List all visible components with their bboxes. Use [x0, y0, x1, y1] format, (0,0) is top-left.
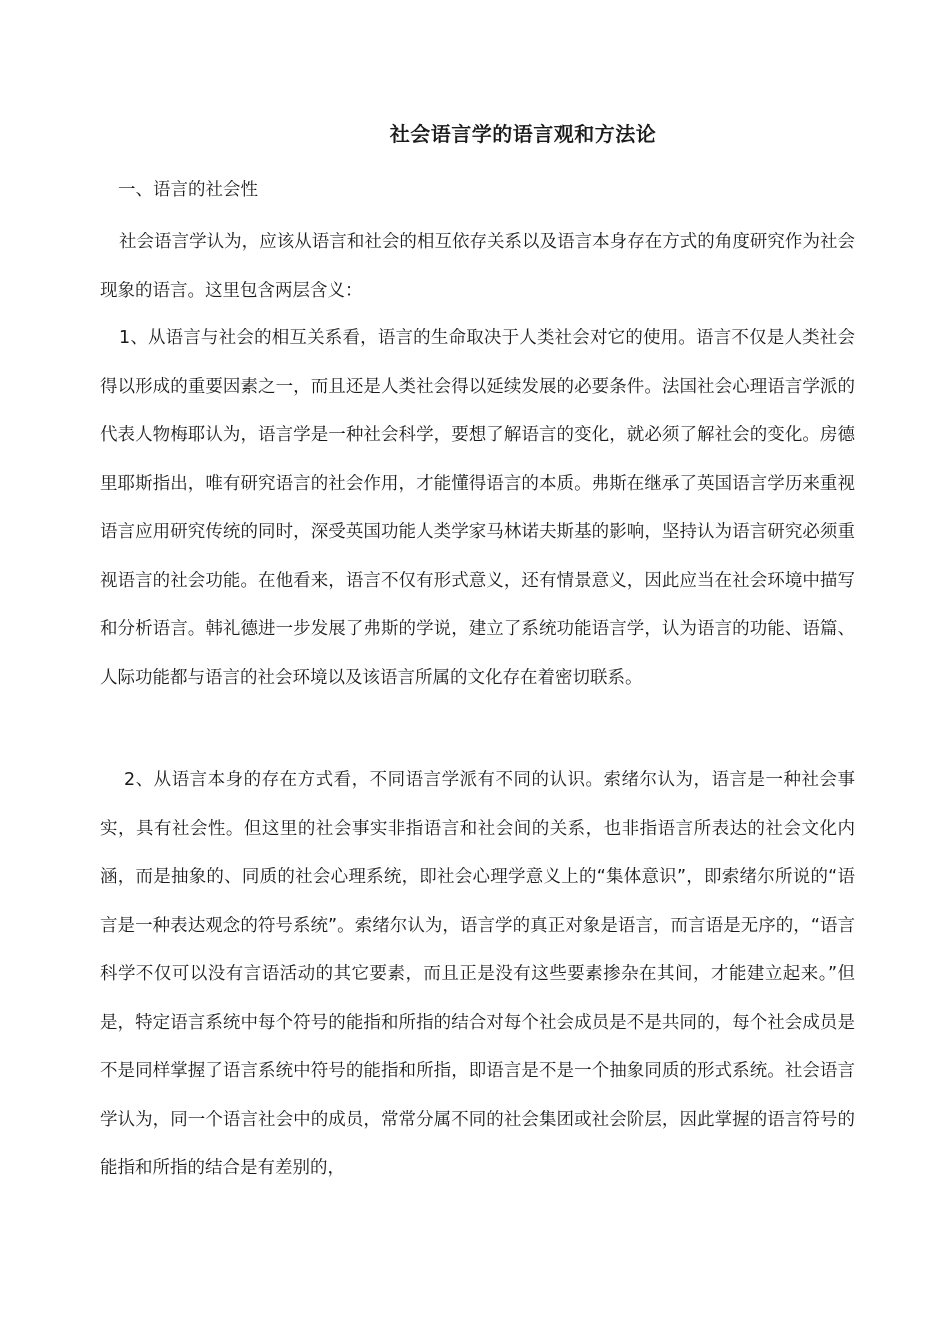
section-heading: 一、语言的社会性	[118, 180, 258, 200]
document-title: 社会语言学的语言观和方法论	[389, 122, 657, 146]
paragraph-intro: 社会语言学认为，应该从语言和社会的相互依存关系以及语言本身存在方式的角度研究作为社会现象的语言。这里包含两层含义：	[100, 232, 855, 301]
paragraph-point-2: 2、从语言本身的存在方式看，不同语言学派有不同的认识。索绪尔认为，语言是一种社会事实，具有社会性。但这里的社会事实非指语言和社会间的关系，也非指语言所表达的社会文化内涵，而是抽象的、同质的社会心理系统，即社会心理学意义上的“集体意识”，即索绪尔所说的“语言是一种表达观念的符号系统”。索绪尔认为，语言学的真正对象是语言，而言语是无序的，“语言科学不仅可以没有言语活动的其它要素，而且正是没有这些要素掺杂在其间，才能建立起来。”但是，特定语言系统中每个符号的能指和所指的结合对每个社会成员是不是共同的，每个社会成员是不是同样掌握了语言系统中符号的能指和所指，即语言是不是一个抽象同质的形式系统。社会语言学认为，同一个语言社会中的成员，常常分属不同的社会集团或社会阶层，因此掌握的语言符号的能指和所指的结合是有差别的，	[100, 770, 855, 1178]
paragraph-point-1: 1、从语言与社会的相互关系看，语言的生命取决于人类社会对它的使用。语言不仅是人类社会得以形成的重要因素之一，而且还是人类社会得以延续发展的必要条件。法国社会心理语言学派的代表人物梅耶认为，语言学是一种社会科学，要想了解语言的变化，就必须了解社会的变化。房德里耶斯指出，唯有研究语言的社会作用，才能懂得语言的本质。弗斯在继承了英国语言学历来重视语言应用研究传统的同时，深受英国功能人类学家马林诺夫斯基的影响，坚持认为语言研究必须重视语言的社会功能。在他看来，语言不仅有形式意义，还有情景意义，因此应当在社会环境中描写和分析语言。韩礼德进一步发展了弗斯的学说，建立了系统功能语言学，认为语言的功能、语篇、人际功能都与语言的社会环境以及该语言所属的文化存在着密切联系。	[100, 328, 855, 688]
